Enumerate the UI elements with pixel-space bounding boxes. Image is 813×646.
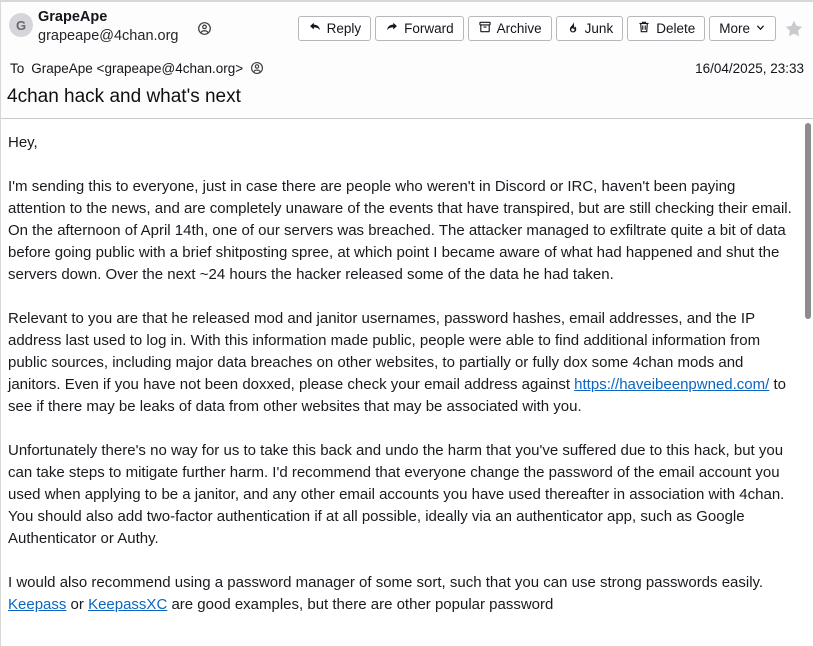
sender-name[interactable]: GrapeApe [38,9,108,25]
flame-icon [566,20,580,37]
body-link[interactable]: https://haveibeenpwned.com/ [574,376,770,393]
chevron-down-icon [755,21,766,36]
message-date: 16/04/2025, 23:33 [695,60,804,76]
star-icon[interactable] [784,19,804,39]
body-paragraph [8,572,797,616]
recipient-row [10,59,804,77]
contact-icon[interactable] [197,21,212,36]
body-paragraph [8,132,797,154]
email-body [2,119,813,646]
more-label: More [719,21,750,36]
contact-icon[interactable] [250,61,264,75]
body-text: or [66,596,89,613]
message-header [1,2,813,119]
body-text: Relevant to you are that he released mod and janitor usernames, password hashes, email addresses, and the IP address last used to log in. With this information made public, people were able to find additional information from public sources, including major data breaches on other websites, to partially or fully dox some 4chan mods and janitors. Even if you have not been doxxed, please check your email address against [8,310,761,393]
body-text: I would also recommend using a password manager of some sort, such that you can use strong passwords easily. [8,574,764,591]
archive-button[interactable] [468,16,552,41]
delete-button[interactable] [627,16,705,41]
delete-label: Delete [656,21,696,36]
body-text: to see if there may be leaks of data from other websites that may be associated with you. [8,376,786,415]
archive-box-icon [478,20,492,37]
body-text: Hey, [8,134,38,151]
reply-label: Reply [326,21,362,36]
body-paragraph [8,176,797,286]
sender-email[interactable]: grapeape@4chan.org [38,28,179,44]
body-text: Unfortunately there's no way for us to take this back and undo the harm that you've suffered due to this hack, but you can take steps to mitigate further harm. I'd recommend that everyone change the password of the email account you used when applying to be a janitor, and any other email accounts you have used thereafter in association with 4chan. You should also add two-factor authentication if at all possible, ideally via an authenticator app, such as Google Authenticator or Authy. [8,442,785,547]
recipient-address[interactable]: GrapeApe <grapeape@4chan.org> [31,60,244,76]
to-label: To [10,60,25,76]
forward-arrow-icon [385,20,399,37]
scrollbar-thumb[interactable] [805,123,811,319]
message-actions-toolbar [298,16,776,41]
archive-label: Archive [496,21,542,36]
message-subject: 4chan hack and what's next [7,86,241,107]
junk-button[interactable] [556,16,624,41]
more-button[interactable] [709,16,776,41]
body-text: are good examples, but there are other popular password [167,596,554,613]
body-link[interactable]: KeepassXC [88,596,168,613]
sender-block [38,8,179,46]
body-paragraph [8,308,797,418]
body-text: I'm sending this to everyone, just in case there are people who weren't in Discord or IRC, haven't been paying attention to the news, and are completely unaware of the events that have transpired, but are still checking their email. On the afternoon of April 14th, one of our servers was breached. The attacker managed to exfiltrate quite a bit of data before going public with a brief shitposting spree, at which point I became aware of what had happened and shut the servers down. Over the next ~24 hours the hacker released some of the data he had taken. [8,178,792,283]
forward-button[interactable] [375,16,464,41]
avatar: G [9,13,33,37]
body-link[interactable]: Keepass [8,596,67,613]
junk-label: Junk [584,21,614,36]
forward-label: Forward [404,21,454,36]
reply-arrow-icon [308,20,322,37]
trash-icon [637,20,651,37]
body-paragraph [8,440,797,550]
reply-button[interactable] [298,16,372,41]
